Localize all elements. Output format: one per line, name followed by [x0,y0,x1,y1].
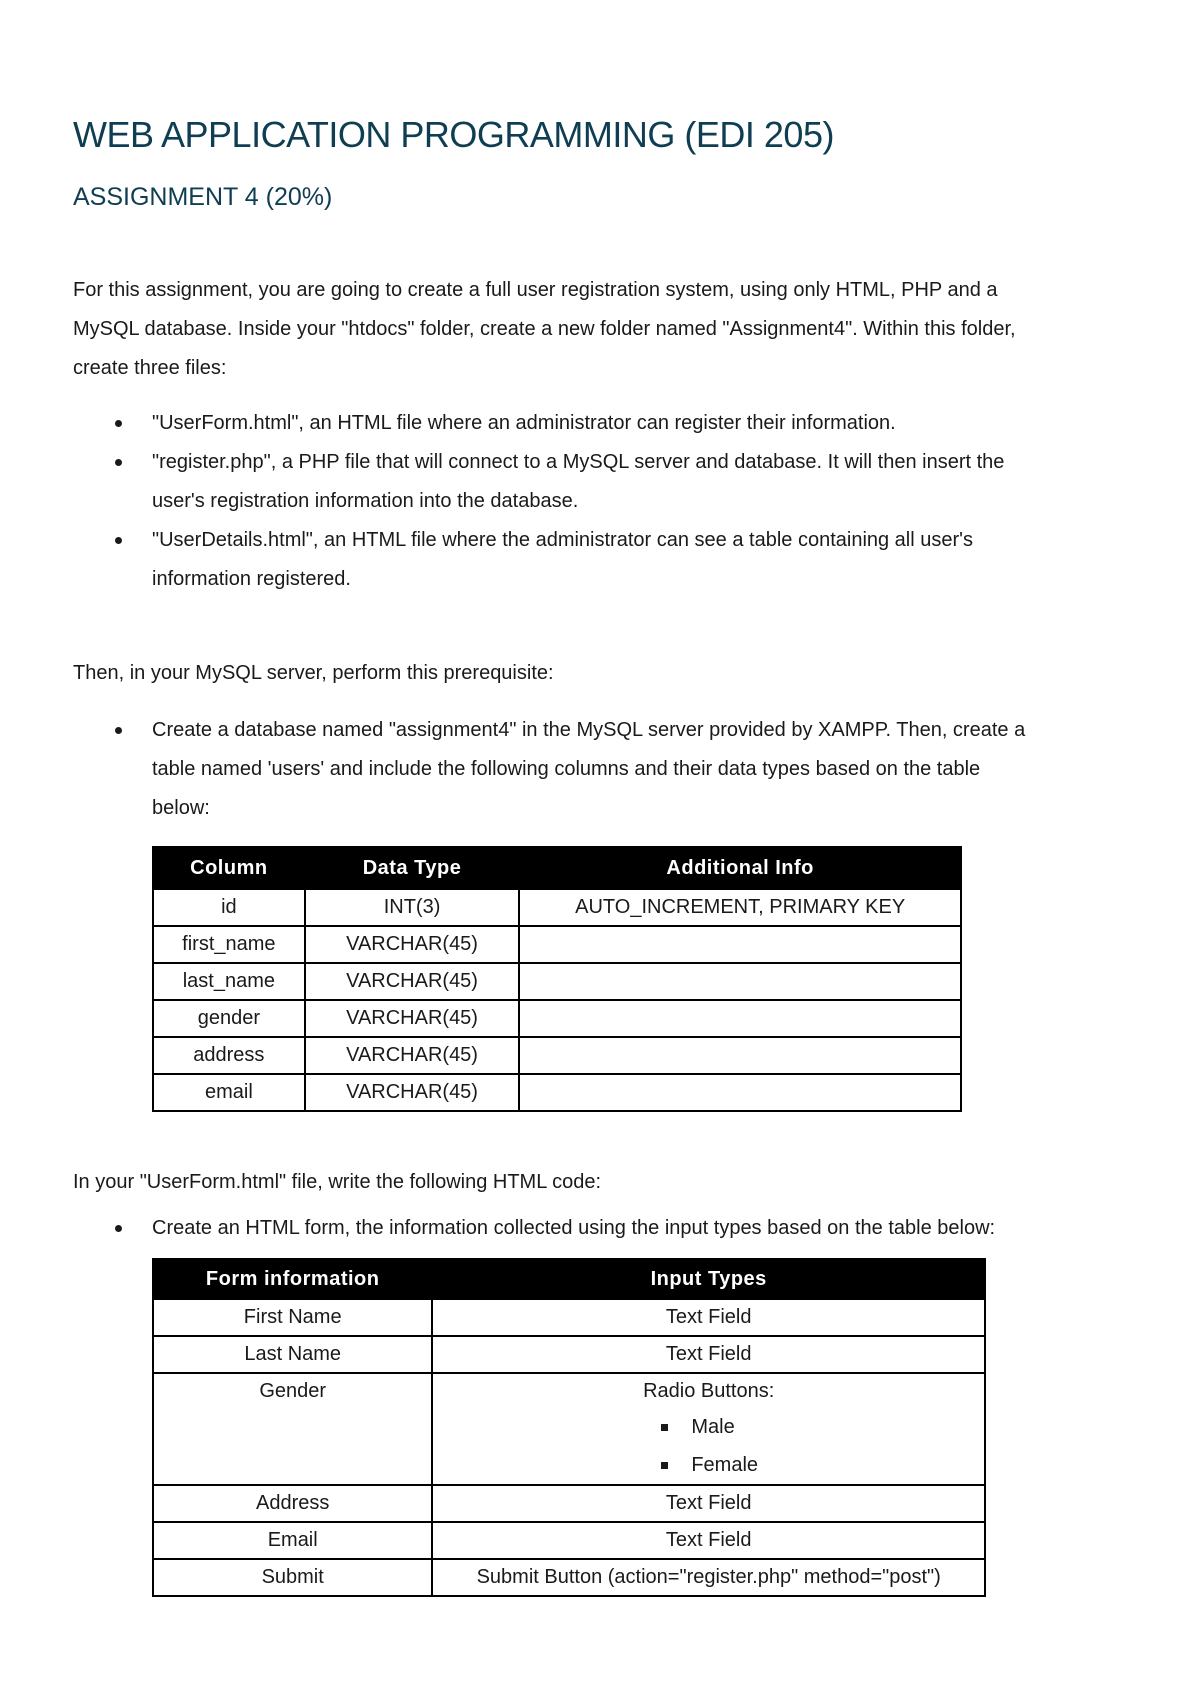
table-header: Column [153,847,305,889]
intro-line: For this assignment, you are going to create a full user registration system, using only HTML, PHP and a [73,279,998,301]
userform-list [73,1209,1133,1248]
prereq-intro: Then, in your MySQL server, perform this prerequisite: [73,662,554,684]
table-header: Additional Info [519,847,961,889]
table-row: gender VARCHAR(45) [153,1000,961,1037]
table-row: Address Text Field [153,1485,985,1522]
intro-paragraph [73,271,1133,388]
list-item: "UserForm.html", an HTML file where an administrator can register their information. [73,404,1133,443]
table-header: Data Type [305,847,520,889]
page-subtitle: ASSIGNMENT 4 (20%) [73,183,333,211]
table-header: Form information [153,1259,432,1299]
table-row: Submit Submit Button (action="register.php" method="post") [153,1559,985,1596]
db-columns-table [152,846,962,1112]
list-item: "register.php", a PHP file that will connect to a MySQL server and database. It will then insert the user's registration information into the database. [73,443,1133,521]
table-row: Gender Radio Buttons: Male Female [153,1373,985,1485]
form-inputs-table [152,1258,986,1597]
table-row: last_name VARCHAR(45) [153,963,961,1000]
prereq-list [73,711,1133,828]
list-item: Create a database named "assignment4" in the MySQL server provided by XAMPP. Then, create a table named 'users' and include the following columns and their data types based on the table below: [73,711,1133,828]
page-title: WEB APPLICATION PROGRAMMING (EDI 205) [73,114,834,155]
gender-options [659,1408,758,1484]
list-item: Create an HTML form, the information collected using the input types based on the table below: [73,1209,1133,1248]
userform-intro: In your "UserForm.html" file, write the following HTML code: [73,1171,602,1193]
gender-input-cell: Radio Buttons: Male Female [432,1373,985,1485]
list-item: "UserDetails.html", an HTML file where the administrator can see a table containing all user's information registered. [73,521,1133,599]
list-item: Male [659,1408,758,1446]
table-row: email VARCHAR(45) [153,1074,961,1111]
list-item: Female [659,1446,758,1484]
table-row: Last Name Text Field [153,1336,985,1373]
table-header: Input Types [432,1259,985,1299]
table-row: First Name Text Field [153,1299,985,1336]
intro-line: create three files: [73,357,227,379]
intro-line: MySQL database. Inside your "htdocs" folder, create a new folder named "Assignment4". Within this folder, [73,318,1016,340]
table-row: first_name VARCHAR(45) [153,926,961,963]
files-list [73,404,1133,599]
table-row: id INT(3) AUTO_INCREMENT, PRIMARY KEY [153,889,961,926]
table-row: Email Text Field [153,1522,985,1559]
table-row: address VARCHAR(45) [153,1037,961,1074]
